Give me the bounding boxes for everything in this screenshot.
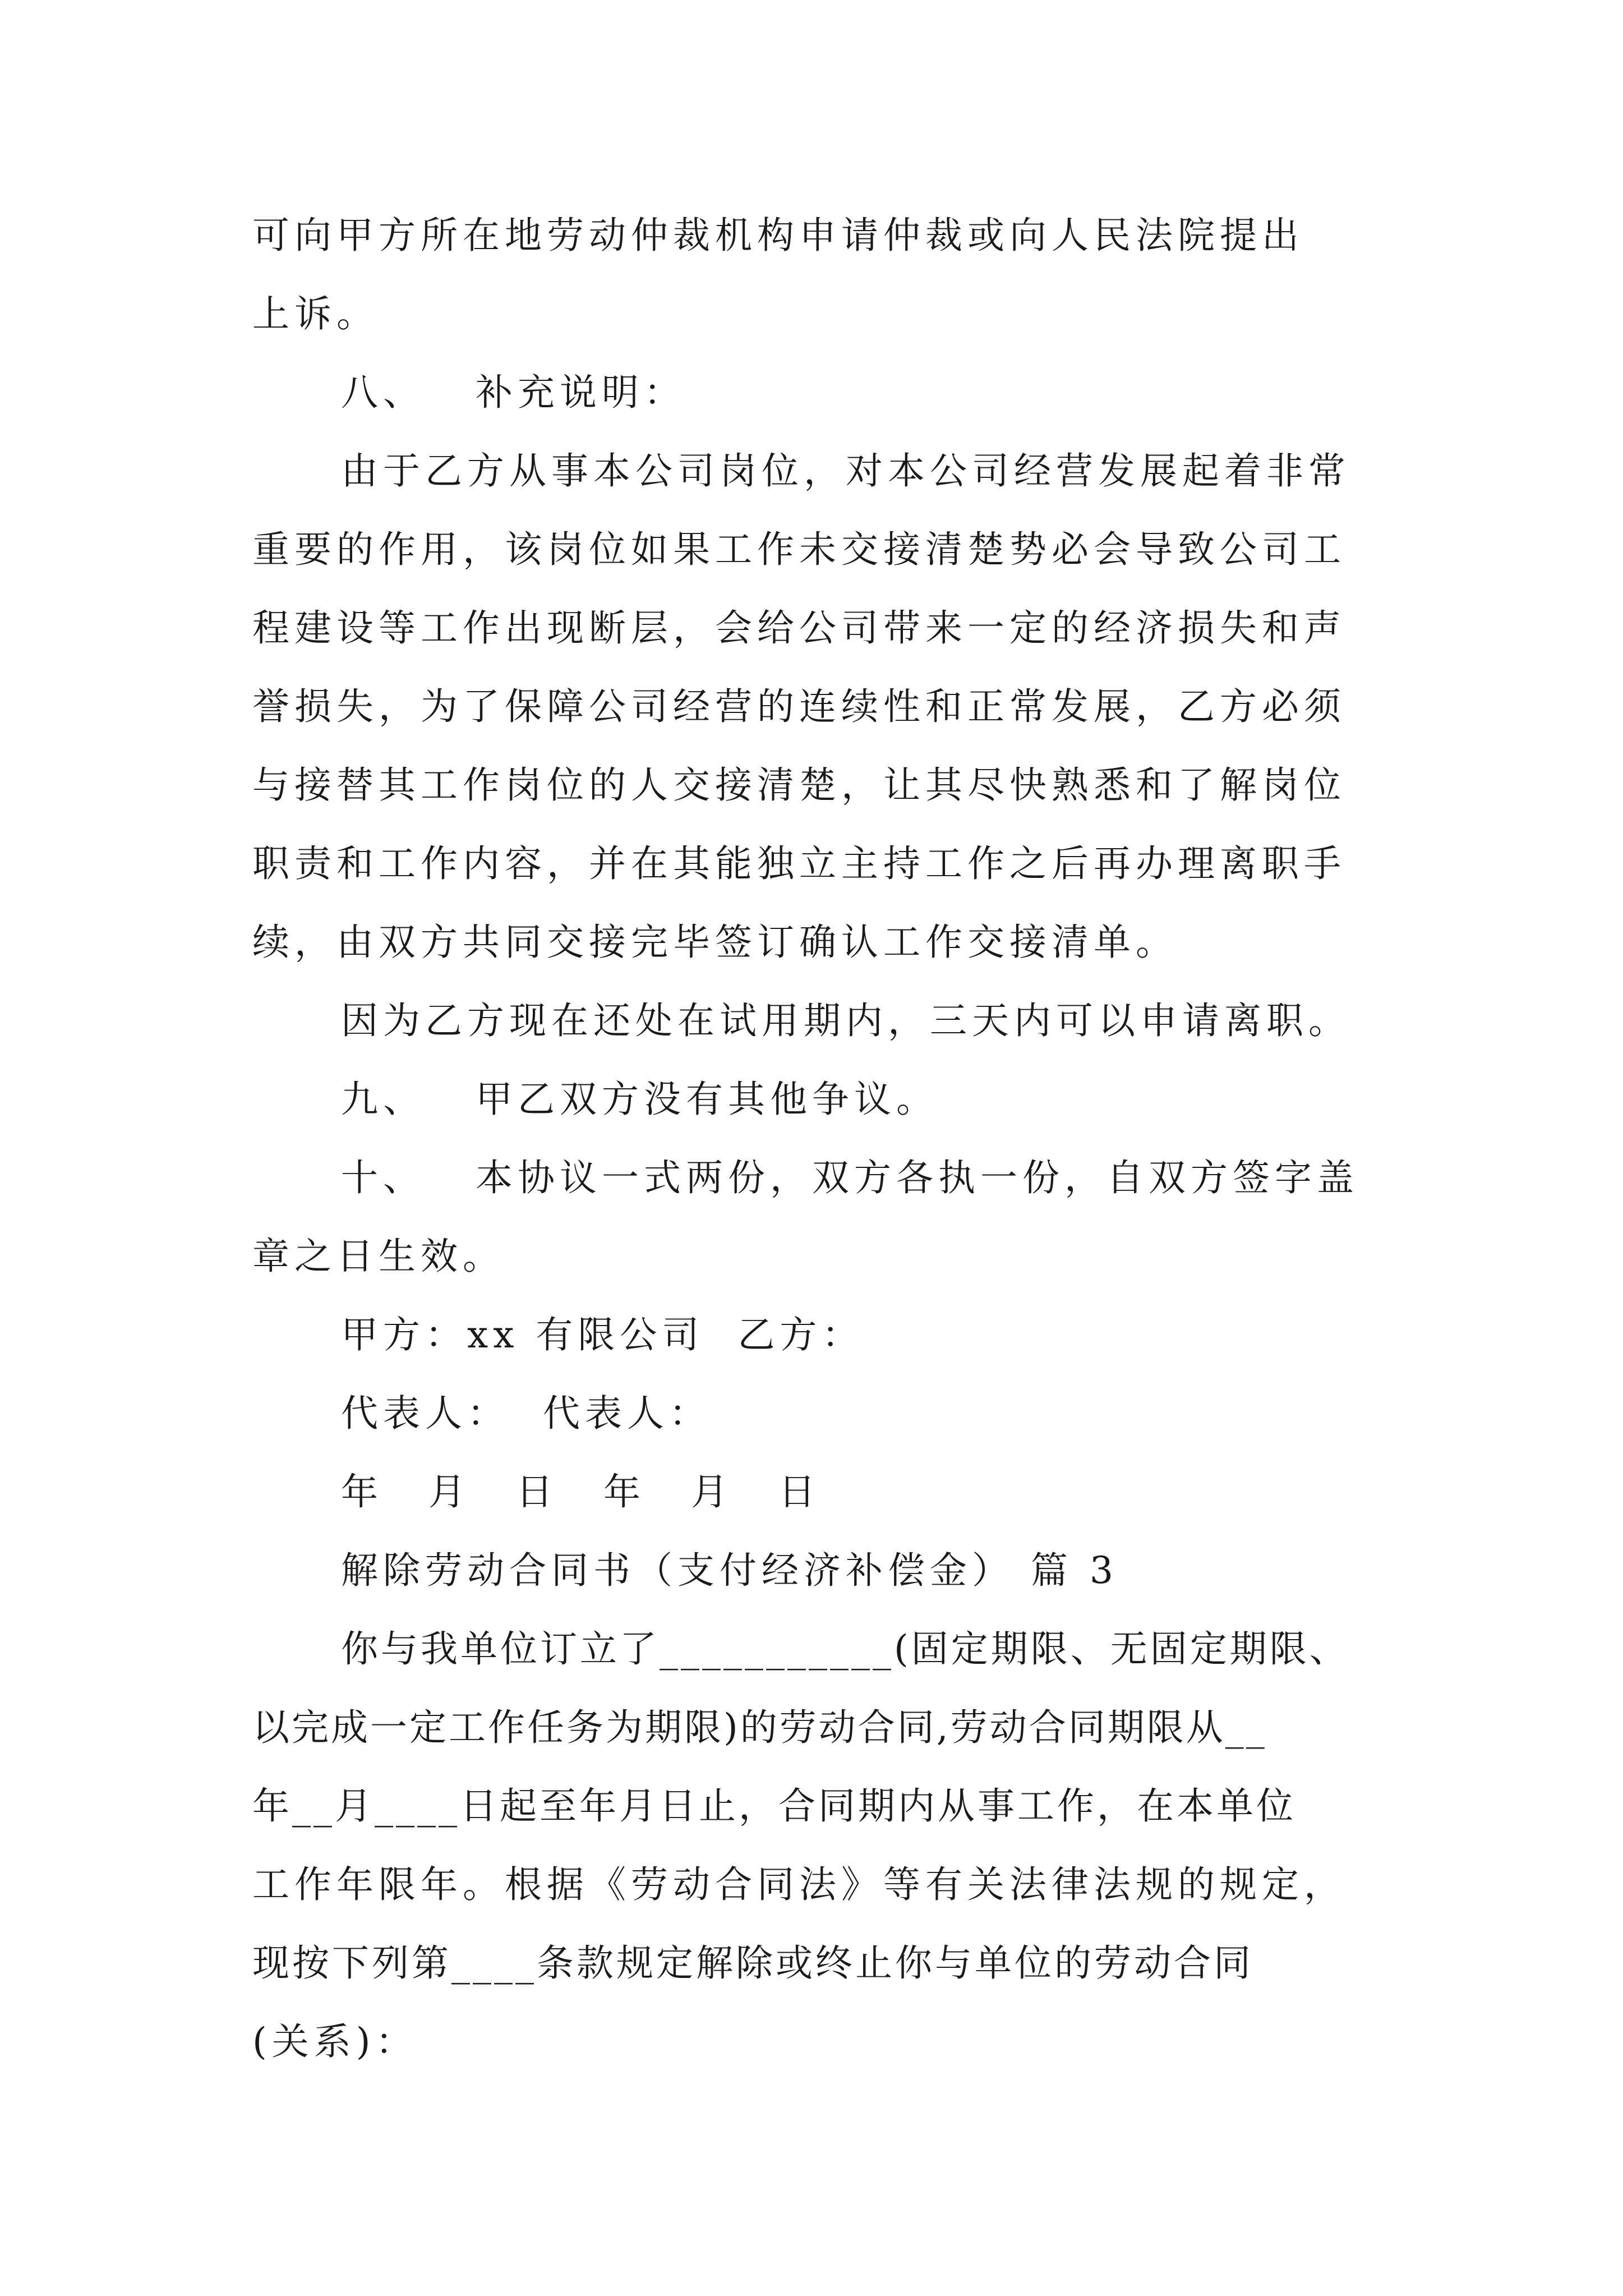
text-line: 程建设等工作出现断层，会给公司带来一定的经济损失和声 [252, 606, 1346, 650]
representative-a: 代表人： [341, 1392, 509, 1435]
text-line: 工作年限年。根据《劳动合同法》等有关法律法规的规定， [252, 1863, 1346, 1906]
text-line: 以完成一定工作任务为期限)的劳动合同,劳动合同期限从__ [252, 1706, 1267, 1749]
section-8-heading [341, 370, 1491, 415]
section-text: 甲乙双方没有其他争议。 [476, 1078, 938, 1121]
section-number: 八、 [341, 371, 425, 414]
signature-parties [341, 1313, 1491, 1358]
date-month: 月 [428, 1470, 465, 1513]
text-line: 上诉。 [252, 292, 379, 335]
section-title: 补充说明： [476, 371, 686, 414]
section-number: 十、 [341, 1156, 425, 1199]
date-day: 日 [778, 1470, 815, 1513]
party-b: 乙方： [737, 1313, 864, 1356]
date-year: 年 [341, 1470, 378, 1513]
section-text: 本协议一式两份，双方各执一份，自双方签字盖 [476, 1156, 1359, 1199]
representative-b: 代表人： [543, 1392, 711, 1435]
text-line: 誉损失，为了保障公司经营的连续性和正常发展，乙方必须 [252, 685, 1346, 728]
date-year: 年 [603, 1470, 640, 1513]
text-line: (关系)： [252, 2020, 418, 2063]
text-line: 与接替其工作岗位的人交接清楚，让其尽快熟悉和了解岗位 [252, 763, 1346, 807]
text-line: 章之日生效。 [252, 1235, 505, 1278]
text-line: 重要的作用，该岗位如果工作未交接清楚势必会导致公司工 [252, 528, 1346, 571]
party-a: 甲方：xx 有限公司 [341, 1313, 704, 1356]
text-line: 续，由双方共同交接完毕签订确认工作交接清单。 [252, 921, 1178, 964]
text-line: 由于乙方从事本公司岗位，对本公司经营发展起着非常 [341, 449, 1350, 493]
date-month: 月 [691, 1470, 728, 1513]
text-line: 年__月____日起至年月日止，合同期内从事工作，在本单位 [252, 1784, 1296, 1828]
text-line: 职责和工作内容，并在其能独立主持工作之后再办理离职手 [252, 842, 1346, 885]
section-9 [341, 1077, 1491, 1122]
section-number: 九、 [341, 1078, 425, 1121]
signature-dates [341, 1470, 1491, 1515]
section-heading: 解除劳动合同书（支付经济补偿金） 篇 3 [341, 1549, 1118, 1592]
signature-representatives [341, 1391, 1491, 1436]
date-day: 日 [516, 1470, 553, 1513]
text-line: 因为乙方现在还处在试用期内，三天内可以申请离职。 [341, 999, 1350, 1042]
text-line: 现按下列第____条款规定解除或终止你与单位的劳动合同 [252, 1941, 1253, 1985]
text-line: 你与我单位订立了___________(固定期限、无固定期限、 [341, 1627, 1349, 1671]
section-10 [341, 1156, 1491, 1200]
text-line: 可向甲方所在地劳动仲裁机构申请仲裁或向人民法院提出 [252, 214, 1304, 257]
